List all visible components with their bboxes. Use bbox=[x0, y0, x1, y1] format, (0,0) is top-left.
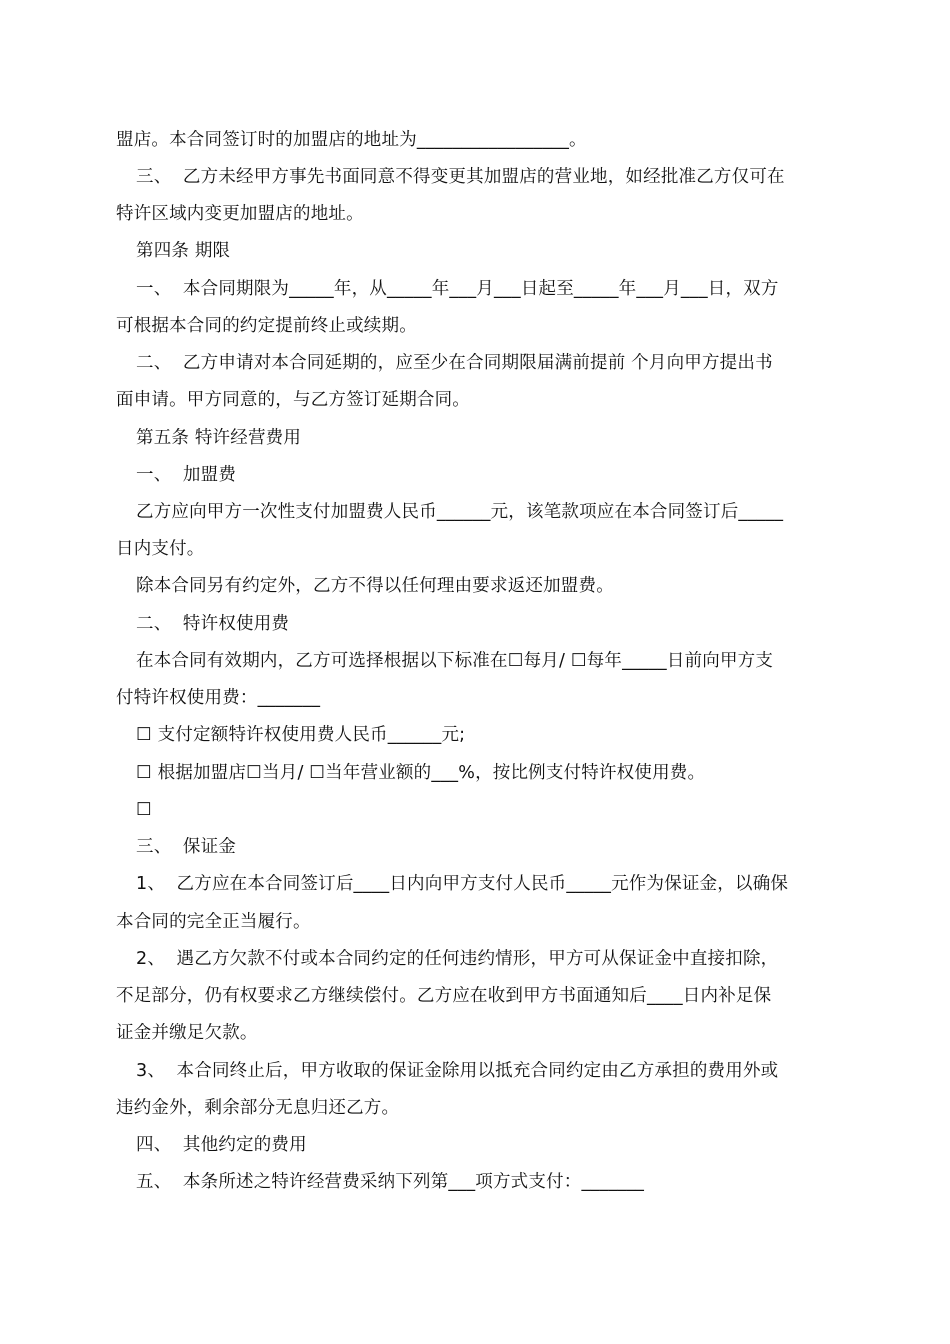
checkbox-line: ☐ 根据加盟店☐当月/ ☐当年营业额的___%，按比例支付特许权使用费。 bbox=[136, 763, 706, 783]
text-line: 本合同的完全正当履行。 bbox=[116, 912, 311, 932]
text-line: 三、 乙方未经甲方事先书面同意不得变更其加盟店的营业地，如经批准乙方仅可在 bbox=[136, 167, 785, 187]
text-line: 3、 本合同终止后，甲方收取的保证金除用以抵充合同约定由乙方承担的费用外或 bbox=[136, 1061, 779, 1081]
text-line: 面申请。甲方同意的，与乙方签订延期合同。 bbox=[116, 390, 470, 410]
text-line: 除本合同另有约定外，乙方不得以任何理由要求返还加盟费。 bbox=[136, 576, 614, 596]
text-line: 证金并缴足欠款。 bbox=[116, 1023, 258, 1043]
text-line: 在本合同有效期内，乙方可选择根据以下标准在☐每月/ ☐每年_____日前向甲方支 bbox=[136, 651, 774, 671]
checkbox-line: ☐ bbox=[136, 800, 152, 820]
text-line: 特许区域内变更加盟店的地址。 bbox=[116, 204, 364, 224]
text-line: 四、 其他约定的费用 bbox=[136, 1135, 307, 1155]
section-heading: 第五条 特许经营费用 bbox=[136, 428, 302, 448]
text-line: 不足部分，仍有权要求乙方继续偿付。乙方应在收到甲方书面通知后____日内补足保 bbox=[116, 986, 772, 1006]
checkbox-line: ☐ 支付定额特许权使用费人民币______元; bbox=[136, 725, 466, 745]
text-line: 付特许权使用费：_______ bbox=[116, 688, 321, 708]
text-line: 一、 加盟费 bbox=[136, 465, 237, 485]
text-line: 二、 乙方申请对本合同延期的，应至少在合同期限届满前提前 个月向甲方提出书 bbox=[136, 353, 773, 373]
text-line: 一、 本合同期限为_____年，从_____年___月___日起至_____年___月___日，双方 bbox=[136, 279, 779, 299]
text-line: 日内支付。 bbox=[116, 539, 205, 559]
text-line: 二、 特许权使用费 bbox=[136, 614, 290, 634]
text-line: 2、 遇乙方欠款不付或本合同约定的任何违约情形，甲方可从保证金中直接扣除， bbox=[136, 949, 779, 969]
text-line: 五、 本条所述之特许经营费采纳下列第___项方式支付：_______ bbox=[136, 1172, 645, 1192]
text-line: 乙方应向甲方一次性支付加盟费人民币______元，该笔款项应在本合同签订后_____ bbox=[136, 502, 784, 522]
section-heading: 第四条 期限 bbox=[136, 241, 231, 261]
text-line: 1、 乙方应在本合同签订后____日内向甲方支付人民币_____元作为保证金，以确保 bbox=[136, 874, 789, 894]
text-line: 三、 保证金 bbox=[136, 837, 237, 857]
text-line: 盟店。本合同签订时的加盟店的地址为_________________。 bbox=[116, 130, 587, 150]
text-line: 违约金外，剩余部分无息归还乙方。 bbox=[116, 1098, 400, 1118]
text-line: 可根据本合同的约定提前终止或续期。 bbox=[116, 316, 417, 336]
